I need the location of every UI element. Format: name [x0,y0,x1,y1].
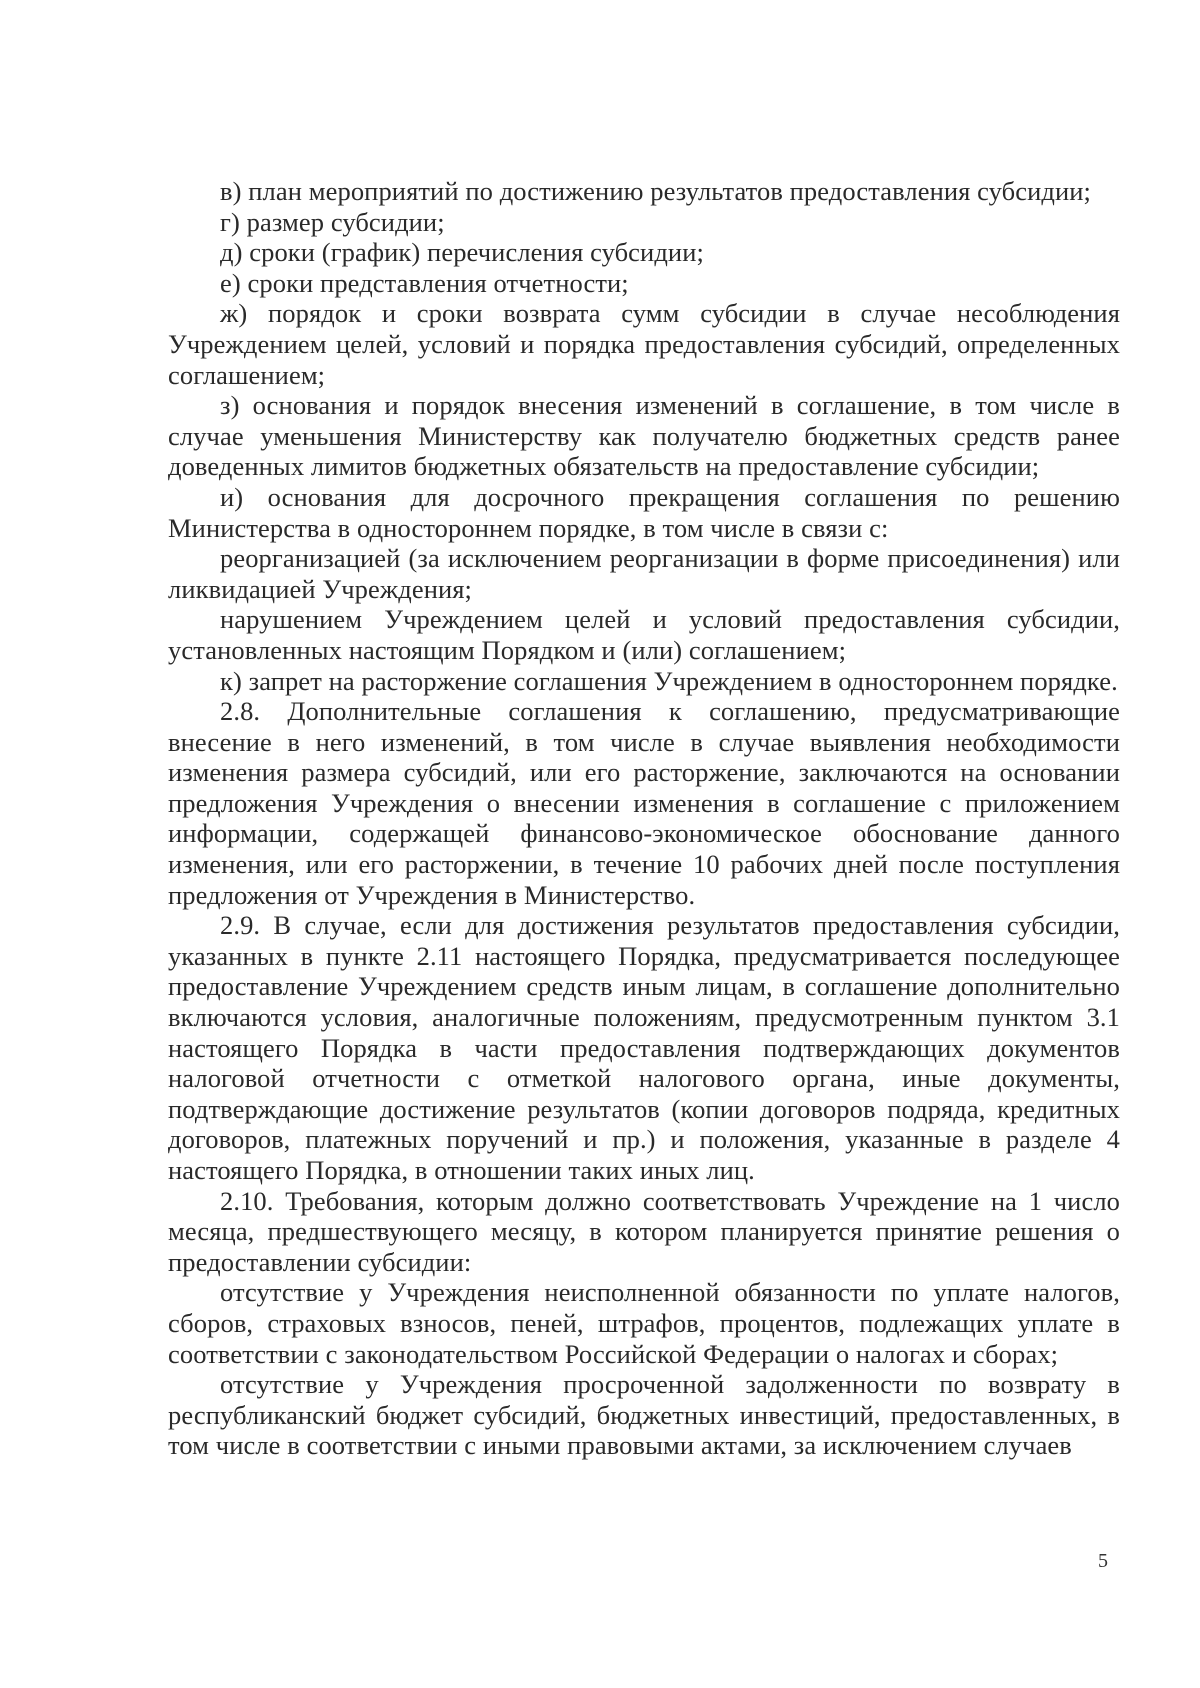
paragraph-d-schedule: д) сроки (график) перечисления субсидии; [220,237,704,268]
paragraph-2-8: 2.8. Дополнительные соглашения к соглашению, предусматривающие внесение в него изменений, в том числе в случае выявления необходимости изменения размера субсидий, или его расторжение, заключаются на основании предложения Учреждения о внесении изменения в соглашение с приложением информации, содержащей финансово-экономическое обоснование данного изменения, или его расторжении, в течение 10 рабочих дней после поступления предложения от Учреждения в Министерство. [168,696,1120,910]
page-number: 5 [1098,1550,1108,1572]
paragraph-k-prohibition: к) запрет на расторжение соглашения Учреждением в одностороннем порядке. [220,665,1118,696]
paragraph-violation: нарушением Учреждением целей и условий предоставления субсидии, установленных настоящим Порядком и (или) соглашением; [168,604,1120,665]
document-body [168,176,1120,1461]
paragraph-reorganization: реорганизацией (за исключением реорганизации в форме присоединения) или ликвидацией Учреждения; [168,543,1120,604]
paragraph-e-reporting: е) сроки представления отчетности; [220,267,629,298]
paragraph-2-9: 2.9. В случае, если для достижения результатов предоставления субсидии, указанных в пункте 2.11 настоящего Порядка, предусматривается последующее предоставление Учреждением средств иным лицам, в соглашение дополнительно включаются условия, аналогичные положениям, предусмотренным пунктом 3.1 настоящего Порядка в части предоставления подтверждающих документов налоговой отчетности с отметкой налогового органа, иные документы, подтверждающие достижение результатов (копии договоров подряда, кредитных договоров, платежных поручений и пр.) и положения, указанные в разделе 4 настоящего Порядка, в отношении таких иных лиц. [168,910,1120,1185]
paragraph-g-size: г) размер субсидии; [220,206,445,237]
paragraph-i-termination: и) основания для досрочного прекращения соглашения по решению Министерства в одностороннем порядке, в том числе в связи с: [168,481,1120,543]
paragraph-z-amendments: з) основания и порядок внесения изменений в соглашение, в том числе в случае уменьшения Министерству как получателю бюджетных средств ранее доведенных лимитов бюджетных обязательств на предоставление субсидии; [168,390,1120,482]
paragraph-tax-debt: отсутствие у Учреждения неисполненной обязанности по уплате налогов, сборов, страховых взносов, пеней, штрафов, процентов, подлежащих уплате в соответствии с законодательством Российской Федерации о налогах и сборах; [168,1277,1120,1369]
paragraph-2-10: 2.10. Требования, которым должно соответствовать Учреждение на 1 число месяца, предшествующего месяцу, в котором планируется принятие решения о предоставлении субсидии: [168,1185,1120,1277]
paragraph-overdue-debt: отсутствие у Учреждения просроченной задолженности по возврату в республиканский бюджет субсидий, бюджетных инвестиций, предоставленных, в том числе в соответствии с иными правовыми актами, за исключением случаев [168,1369,1120,1461]
paragraph-v-plan: в) план мероприятий по достижению результатов предоставления субсидии; [220,176,1091,206]
paragraph-zh-return: ж) порядок и сроки возврата сумм субсидии в случае несоблюдения Учреждением целей, условий и порядка предоставления субсидий, определенных соглашением; [168,298,1120,390]
